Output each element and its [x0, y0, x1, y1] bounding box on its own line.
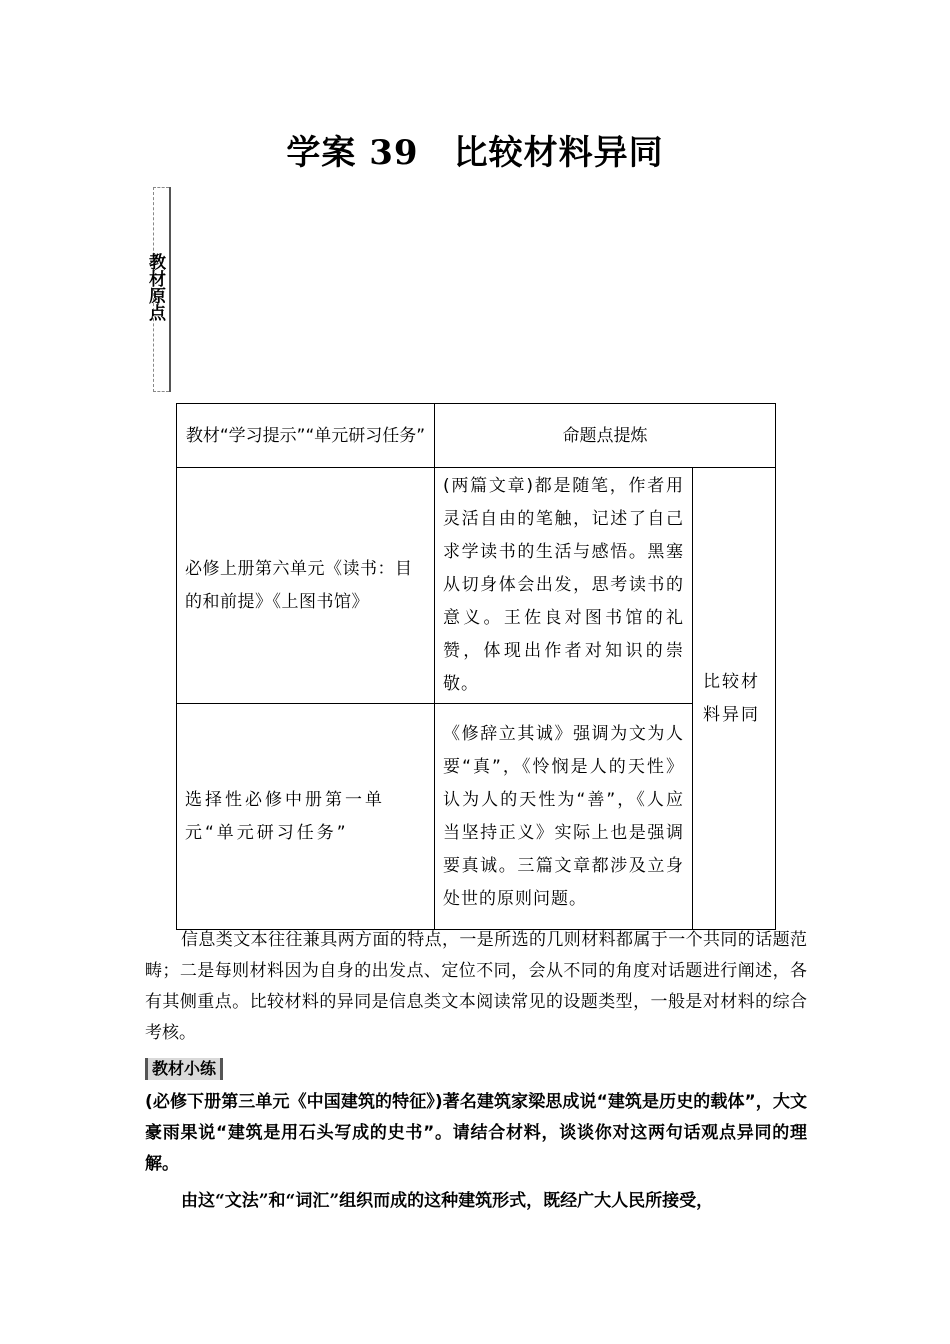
table-header-row — [177, 404, 776, 468]
sidebar-label: 教材原点 — [145, 253, 165, 321]
table-row — [177, 468, 776, 704]
comparison-table — [176, 403, 776, 930]
row2-source: 选择性必修中册第一单元“单元研习任务” — [177, 704, 435, 930]
header-point: 命题点提炼 — [435, 404, 776, 468]
question-paragraph: (必修下册第三单元《中国建筑的特征》)著名建筑家梁思成说“建筑是历史的载体”，大文豪雨果说“建筑是用石头写成的史书”。请结合材料，谈谈你对这两句话观点异同的理解。 — [145, 1092, 807, 1174]
practice-tag: 教材小练 — [145, 1058, 223, 1080]
intro-paragraph: 信息类文本往往兼具两方面的特点，一是所选的几则材料都属于一个共同的话题范畴；二是每则材料因为自身的出发点、定位不同，会从不同的角度对话题进行阐述，各有其侧重点。比较材料的异同是信息类文本阅读常见的设题类型，一般是对材料的综合考核。 — [145, 930, 807, 1043]
row1-source: 必修上册第六单元《读书：目的和前提》《上图书馆》 — [177, 468, 435, 704]
material-paragraph: 由这“文法”和“词汇”组织而成的这种建筑形式，既经广大人民所接受， — [181, 1191, 714, 1211]
header-source: 教材“学习提示”“单元研习任务” — [177, 404, 435, 468]
page-title: 学案 39 比较材料异同 — [286, 133, 664, 173]
point-cell: 比较材料异同 — [693, 468, 776, 930]
row2-content: 《修辞立其诚》强调为文为人要“真”，《怜悯是人的天性》认为人的天性为“善”，《人应当坚持正义》实际上也是强调要真诚。三篇文章都涉及立身处世的原则问题。 — [435, 704, 693, 930]
row1-content: (两篇文章)都是随笔，作者用灵活自由的笔触，记述了自己求学读书的生活与感悟。黑塞从切身体会出发，思考读书的意义。王佐良对图书馆的礼赞，体现出作者对知识的崇敬。 — [435, 468, 693, 704]
table-row — [177, 704, 776, 930]
